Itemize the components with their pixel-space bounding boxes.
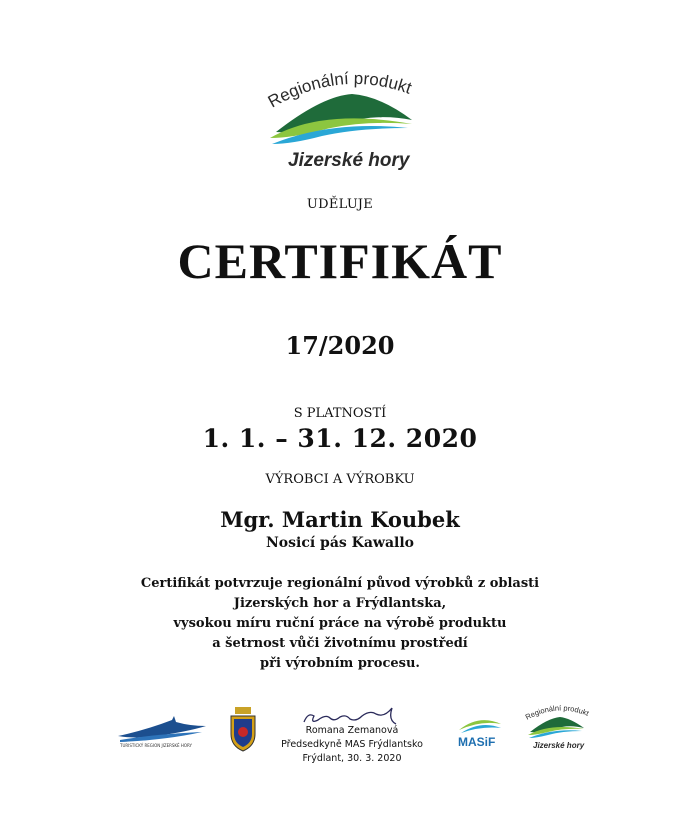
validity-range: 1. 1. – 31. 12. 2020: [202, 424, 478, 453]
statement-line: při výrobním procesu.: [260, 656, 420, 671]
product-name: Nosicí pás Kawallo: [265, 535, 414, 551]
masif-logo-graphic: [455, 714, 505, 748]
tourist-region-logo: [116, 712, 208, 748]
logo-top-text: Regionální produkt: [264, 68, 415, 112]
rp-small-top-text: Regionální produkt: [524, 704, 591, 722]
tourist-region-logo-graphic: [116, 712, 208, 748]
certificate-statement: [0, 574, 680, 674]
logo-bottom-text: Jizerské hory: [288, 150, 410, 171]
signatory-block: [262, 724, 442, 766]
validity-label: S PLATNOSTÍ: [293, 406, 387, 421]
producer-label: VÝROBCI A VÝROBKU: [265, 472, 415, 487]
coat-of-arms-graphic: [226, 706, 260, 752]
statement-line: Jizerských hor a Frýdlantska,: [233, 596, 447, 611]
rp-small-bottom-text: Jizerské hory: [533, 741, 585, 750]
producer-name: Mgr. Martin Koubek: [220, 507, 460, 532]
signatory-role: Předsedkyně MAS Frýdlantsko: [281, 739, 423, 750]
regional-product-logo-graphic: [262, 68, 438, 176]
awards-label: UDĚLUJE: [306, 197, 374, 212]
statement-line: a šetrnost vůči životnímu prostředí: [212, 636, 468, 651]
certificate-number: 17/2020: [285, 331, 395, 360]
masif-text: MASiF: [458, 735, 496, 748]
signatory-name: Romana Zemanová: [305, 725, 399, 736]
tourist-region-caption: TURISTICKÝ REGION JIZERSKÉ HORY: [120, 743, 192, 748]
coat-of-arms-logo: [226, 706, 260, 752]
regional-product-small-logo: [524, 704, 594, 752]
regional-product-small-graphic: [524, 704, 594, 752]
regional-product-logo: [262, 68, 438, 176]
certificate-title: CERTIFIKÁT: [177, 233, 503, 289]
statement-line: Certifikát potvrzuje regionální původ výrobků z oblasti: [140, 576, 540, 591]
masif-logo: [455, 714, 505, 748]
signatory-place-date: Frýdlant, 30. 3. 2020: [302, 753, 402, 764]
statement-line: vysokou míru ruční práce na výrobě produktu: [173, 616, 507, 631]
